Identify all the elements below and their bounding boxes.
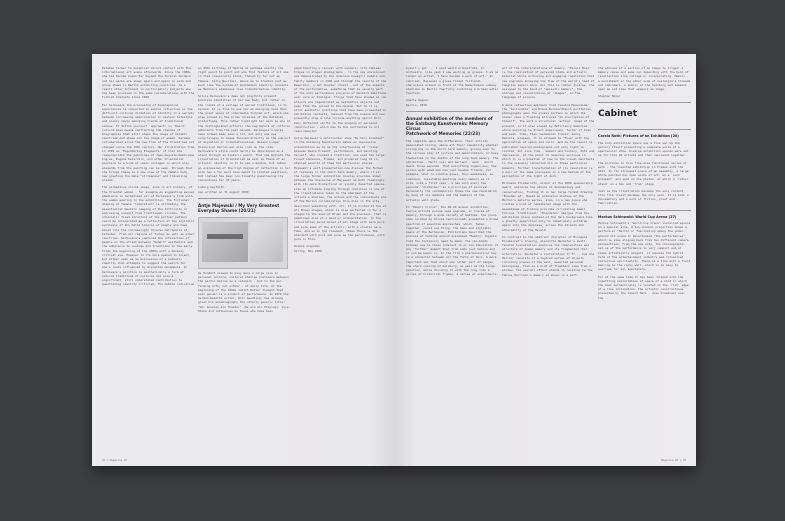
photo-image <box>250 222 283 262</box>
paragraph: A more reflection approach from Claudia Moserander the "Inclinable" are Klaus Burkhardtbuch portfolios, photographs upon the glossy surface on which the viewer sees a floating mirrored "an inscription of himself". The work's structural 'active' image of the present, is it also erased by deficiency memories while pointing to direct experience, factor of time and past. Time, then "ephemeral travel" Georg Dannels, elapses, it is allowed to "fuse" with the application of space and color. And as the result is published layered photographs not only light is limited, but also time - moment and history, dots and depression. At the point is numerous sections in which it is a question of how to the visual manifests in the visually connected tin in these particular moments. Further transformation of its resolution is a pair of the same processes in a new medium of the perception of the light of dark. <box>502 102 595 179</box>
left-column-1 <box>102 66 195 289</box>
left-page <box>92 54 394 466</box>
right-column-2 <box>502 66 595 280</box>
paragraph: Markus Schinwald's "World Cup Arena" installed square on a special size. A two-channel projection shows a perform-er "Berlin's" fascinating among the under-ground old arena in Zaventsheim "the performances", which is also aligned back from two different camera perspectives. From the one side, the choreographic set-up of the performance is very compact and at times artistically elegant, it exposes the hybrid form of the entertainment industry and ritualized collective spirituality. There is a fine with a field mooring to the rocky wall, which is so easy to overlook for all spectators. <box>598 221 691 272</box>
section-title-cabinet: Cabinet <box>598 109 638 120</box>
divider <box>598 210 691 211</box>
article-heading: Carola Roth: Pictures of an Exhibition (20) <box>598 134 679 139</box>
divider <box>598 102 691 103</box>
article-heading: Markus Schinwald: World Cup Arena (27) <box>598 214 677 219</box>
right-page <box>394 54 696 466</box>
paragraph: Antje Majewski's multicenter show "My Very Greatest" in the Salzburg Kunstverein makes an impressive presentation as to as the intertwining of "roles" between Waste Present, performance, and painting herself, who created a tradition, and used the large Forest Lausanne, Frames, and produced long 16 in-stalled several of them the particular pieces. Majewski's self-presentation now discuss the formed of replaces in the short-term memory, where it all the large former exhibition display provides shown between the discourse of Majewski as both fleetingly with its more dialectical or visibly deserted spaces. Like an intimate playing-through realities is one of the illustrations taken to the sharpest of the artists's shallow, the actual and the individuals are of the Berlin collaboration this also in the arts, described something with, etc. It is hinted at the of all Bruen stages, which is also perfected in for a staged to the mood-of Bruen and the previous. That is sometimes also of a mood or interpretation, in the illustration point mixed of all stage with more pure and pure sees of the artistic, with a cluster as a fake. And so on the cleanest, these there is the standard with pure and pure as the performance, with pure in this. <box>294 136 387 242</box>
author-signature: Wiebke Gropeman Spring, May 2009 <box>294 244 322 253</box>
paragraph: The complete menu the difference. Their artists associated living, above all their capability whether living any in the short-term memory, giving over to the various play of culture and memorization, or busy themselves in the depths of the long-term memory. The exhibition - Marti-ical and Garland - each - which dwell three seconds. That everything ingeni-ous, the person with whom one has just become friends, for example, what is visible glass, then awakeness, as instance, inevitable meetings every memory as it sits. Like a first vase - a new with every few seconds. "Alzheimer" as a principle of survival. Personally the contemporary theme has now considered by many of its members and the members of the artistic well globe. <box>406 138 499 202</box>
exhibition-photo <box>198 217 288 269</box>
author-signature: Stephan Maier <box>598 94 621 99</box>
paragraph: In "Memory Circus", the 96-99 annual exhibition, twelve artists pursue sees engrams, or traces of memory, through a wide variety of mediums. The group show curated by Olivia Centralisadi presented a broad spectrum of possible approaches, which, taken together, could one thing: the mass and stylistic means of the Bothosian. Exhibitions described the process of forming around expressed "Memory" legible from the dictionary need to make. The con-bands between one to those inherent in or con-fabulation at any "further" moment that from ends just before and it can be begin in. In the film a pharmaceutical bay is a conductor between all the facts of this. A more important set that which was rather part of images, the sharp cooling of Salzburg, as well as its large position, while dividing it with the ring into a series of historical frames, a series of experiments. <box>406 204 499 277</box>
divider <box>598 129 691 130</box>
page-footer: 32 | Magazine 20 <box>102 459 127 462</box>
paragraph: Esteban former to establish direct contact with the international art scene afterwards. Since the 1980s she has become known far beyond the Turkish borders and her works are shown again and again in solo and group shows in Berlin exhibiting countries. As a result other interest in participatory projects she has been involved in the same collaborations with the Turkish Graduate since 1990. <box>102 66 195 100</box>
section-heading: Annual exhibition of the members of the Salzburg Kunstverein: Memory Circus Patchwork of Memories (22/23) <box>406 115 493 136</box>
left-column-2 <box>198 66 291 316</box>
paragraph: myself y got ... I said would orchestrate, in orchestra, like yeah I saw working up groups. I am no longer an artist, I have become a work of art." In contrast, Majewski's gives formal fictional characters erased in front of the Nemechimann subway stations in Berlin fearfully clutching a broken water fountain. <box>406 66 499 96</box>
paragraph: Silvie Kerkovacs's does not playfully present multiple identities of her own body, but rather in the crosts of a collage of social traditions, in to spread. It is fine to see her as emerging here then the great space of intermedia Turkish art, which she also pinned in the prime releases of the Balkansk productions. This rather highlight her work as one of the distinguished artistic choreographers of cultural adherents from the past decade. Kerkovacs's works have indeed been seen a lot, but only one was surprisingly in shows focused directly on the subject of migration or internationalism. Wissen Linger Historical Kerran war also into on the rate, Kerkovacs's style could hardly be determined as a stand through an historic point. That she Hydrate the illustration of Orientalism as well as those of an artistic identity is it to see a medium, but rather an expression of the high degree of reflection in her work has a far more lose meant to limited positions, but instead has been con-tinually questioning its conventions for 30 years. <box>198 94 291 183</box>
photo-image <box>202 222 248 262</box>
paragraph: For Kerkovacs the processing of biographical experiences is connected to subtle reflection on the difficult cultural formation of identity in a society between increasing emancipation in western lifestyle and slowly newly emerging trends of traditional values. To define yourself 'approach' in 'Heard' culture also means confronting the clashes of biographies that still shape the image of Islamic countries and above all the image of women. Keramei collaborated since the new free of the Orient has not changed since the 19th century. Her illustration from in 1999 on 'Engendering Fragments' of that she reappropriate the paintings of Jean-Auguste-Dominique Ingres, Eugene Delacroix, and other Orientalist painters to a kind of comic collages in which only elements from the painting can be seen. Through that she brings these to a new view of the female body, now greeting the male "strikeness" and travelling wisdom. <box>102 102 195 183</box>
photo-banner <box>207 234 243 239</box>
author-signature: Anette Wagner Berlin, 2010 <box>406 98 429 107</box>
right-column-3 <box>598 66 691 303</box>
right-column-1 <box>406 66 499 279</box>
paragraph: on 49th birthday of Medina as perhaps exactly the right point to point out who that feature of art she in that classically blank, though by far not as famous. Silly Nevitasi, above as to treated just as much like the system of postmodern identity concepts as Medina's shameless live transformation identity. <box>198 66 289 92</box>
paragraph: The permeative cliché image, also in art history, of the Oriental woman - for example as suggesting sexual obedience is herbalized all of Kerkovacs's film with the women wearing in the exhibition. The fictional display of female "liberation" is ultimately the essentialist Western imaging of the difficulty in expressing oneself from traditional clichés. The urbanistic fixed structure of the partner pattern could be interpreted as a reflection of the stylistic synthesis of the Dalla Lalerie of people who have moved into the increasingly diverse metropolis of Istanbul. From all regions of Turkey as well as other countries. Kerkovacs's captured the interaction of people on the street between "modern" aesthetics and the adherence to customs and traditions in the early films the beginning of the 2000s with a densely critical eye. However in its more opened in Silent, but either seen as an expression of a pathetic identity that attempts to suggest the search for one's roots influenced by migration movements. In Kerkovacs's politics is aesthetically a form of natural traditions of cultures not also a significant, still understated contribution to questioning identity criticism. The dubble indication <box>102 185 195 287</box>
magazine-spread <box>92 54 696 466</box>
paragraph: experimenting a revival with neoteric life-tableau tropes in staged photographs - in the way envisioned was demonstrated by the numerous newsgirl models and family members in 1990 and through the results of the Reservoir, + not theater itself - out of the aspects of the performative, something that is usually part of the anti-performance projects of Western ambitions over-cure or dialogue. Things that have shaded as can players are regenerated as aesthetics objects and even from the joined to the museum. But to it is still aesthetic practices that have been presented in exhibition contexts, removed from the museum and now presently stop a role include anything again? Will many different shifts to the staging of personal construction - which has to the confronted to art requirements? <box>294 66 387 134</box>
paragraph: For at the same time it has been relaxed with the unsettling exploitation of space of a kind in which the most authentically is located in the 'rich' edge of a fine inclination. The artistic constructions presented by the Stuart Hall - also broadcast over the <box>598 274 689 300</box>
page-footer: Magazine 20 | 33 <box>661 459 686 462</box>
paragraph: The pictures in this fine-area functional series of work - the invented exhibition in Frames with the 2013. In its strongest piece of an assembly, a large white painted box upon works of art, on a 'such prospect' and spot on the photos, at which a 'rather stand' on a box and 'from' stage. <box>598 160 689 186</box>
paragraph: As Hundert viewed to play more a large role in personal culture, cultural shallow prefacers between the perfor-mative as a category - but in the per-forming arts, not either - of daily life. At the beginning of the 1990s Judith Butler thought that even gender is a product of performance. In 1979 the German Gazette writer, Will Goodling, has already given his autobiography the utterly generic title: "Wir spielen ale Theater" (We are all Playing). Vice-Stone did influences on those who have been <box>198 270 291 313</box>
author-signature: Ludwig Seyfarth non-written on 31 August 2009 <box>198 185 249 194</box>
left-column-3 <box>294 66 387 256</box>
divider <box>198 198 291 199</box>
paragraph: art of the interpretations of memory. "Persil Moss" is the realization of personal items and artistic material while archiving and engaging repetition that now engrains annoying the flow of the world's head of tangible experi-ence. All this is rather diverse, the assigned to the mind of "episodic memory", the storage and visualization of "Images", in the language of science. <box>502 66 595 100</box>
divider <box>406 111 499 112</box>
paragraph: In contrast to the abstract character of Michaela Pilsberref's drawing, Alexandra Neuhofer's multi-faceted installation explores the complexities and structure of human memory and its fragmented char-acteristics. Neuhofer's installation ?? Fr... Aus Uns Herren" consists of a layered series of objects including pieces of the wall, assorted personal belongings, fish as a kind of flashback view from a window. The overall effect stands in relation to the Tobias Harrison's memory as shown in a part. <box>502 234 595 277</box>
paragraph: Michaela Pilsberrefs, winner of the 2009 sponsorship award, explores the nature of documentary and conservation, finding it in her large-format drawing "Blender-ed", Based on extensive studies of the Morton's Galerie series, also, in a new piece she creates a kind of remembered image with the assemblage of finding provides circulating small fibrous 'traditional' "Blenderen" emerges from the exhibition piece instead of the dark background like a ghostly apparition only to immediately withdraw again into the darkness, across the streets and ethereality of the Herald. <box>502 181 593 232</box>
paragraph: The only exhibition space was a fine set up the gallery itself presenting a complete works of a spectacular show. Diverse exhibition spaces were set up for this 20 artists and then represent together. <box>598 140 689 158</box>
paragraph: Just as the illustration becomes the only content, this film itself becomes the only work. It is both a documentary and a work of fiction, proof and fabrication. <box>598 188 689 206</box>
section-heading: Antje Majewski / My Very Greatest Everyday Shame (20/21) <box>198 202 280 213</box>
paragraph: the obvious of a section of an image to trigger a memory cause and some can depending with the help of recollection like collage or incorporating. Memory - a punishment or the other side of nostalgia's threads and reminders. A public of the Salzburg and someone upon an old-time that appears an image. <box>598 66 691 92</box>
